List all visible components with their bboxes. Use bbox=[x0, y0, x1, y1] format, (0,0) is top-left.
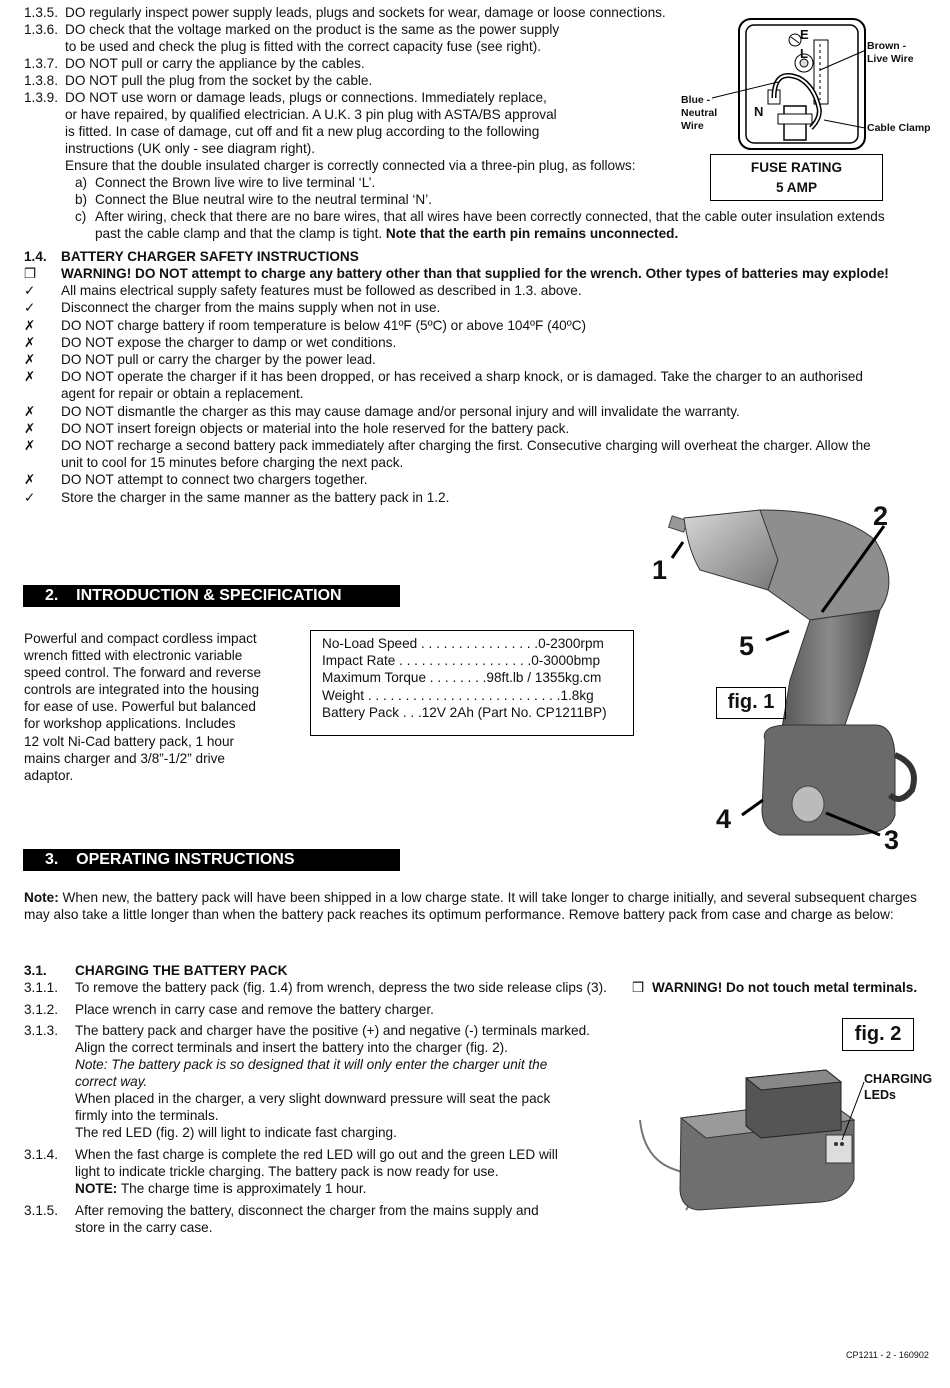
list-item-line: DO NOT attempt to connect two chargers together. bbox=[61, 472, 368, 488]
step-3-1-4-line-1: When the fast charge is complete the red LED will go out and the green LED will bbox=[75, 1147, 558, 1162]
cross-icon: ✗ bbox=[24, 472, 36, 488]
item-line: DO regularly inspect power supply leads, plugs and sockets for wear, damage or loose connections. bbox=[65, 5, 666, 20]
intro-line: adaptor. bbox=[24, 767, 74, 783]
cross-icon: ✗ bbox=[24, 438, 36, 453]
section-3-1-title: CHARGING THE BATTERY PACK bbox=[75, 963, 288, 978]
operating-note-line-1 bbox=[24, 889, 917, 906]
intro-line: controls are integrated into the housing bbox=[24, 682, 260, 698]
item-number: 1.3.9. bbox=[24, 90, 59, 105]
section-3-heading: 3. OPERATING INSTRUCTIONS bbox=[23, 849, 400, 871]
item-line: DO NOT use worn or damage leads, plugs or connections. Immediately replace, bbox=[65, 90, 547, 105]
list-item-line: agent for repair or obtain a replacement. bbox=[61, 386, 304, 402]
spec-row: No-Load Speed . . . . . . . . . . . . . . . .0-2300rpm bbox=[322, 636, 604, 651]
step-3-1-4-line-3 bbox=[75, 1180, 366, 1197]
step-3-1-3-number: 3.1.3. bbox=[24, 1023, 59, 1038]
step-3-1-3-line-7: The red LED (fig. 2) will light to indicate fast charging. bbox=[75, 1125, 397, 1140]
list-item-line: All mains electrical supply safety features must be followed as described in 1.3. above. bbox=[61, 283, 582, 299]
list-item-line: DO NOT insert foreign objects or material into the hole reserved for the battery pack. bbox=[61, 420, 570, 436]
check-icon: ✓ bbox=[24, 300, 36, 316]
terminal-e-label: E bbox=[800, 27, 809, 42]
blue-neutral-wire-label: Blue - Neutral Wire bbox=[681, 94, 718, 132]
item-line: DO NOT pull or carry the appliance by the cables. bbox=[65, 56, 365, 71]
cross-icon: ✗ bbox=[24, 403, 36, 419]
check-icon: ✓ bbox=[24, 489, 36, 505]
step-3-1-1-number: 3.1.1. bbox=[24, 980, 59, 995]
intro-line: speed control. The forward and reverse bbox=[24, 665, 262, 681]
item-number: 1.3.7. bbox=[24, 56, 59, 71]
step-3-1-3-line-6: firmly into the terminals. bbox=[75, 1108, 219, 1123]
section-3-1-number: 3.1. bbox=[24, 963, 47, 978]
fuse-rating-box bbox=[710, 154, 883, 201]
step-3-1-3-line-1: The battery pack and charger have the positive (+) and negative (-) terminals marked. bbox=[75, 1023, 590, 1038]
intro-line: mains charger and 3/8”-1/2” drive bbox=[24, 750, 225, 766]
spec-row: Battery Pack . . .12V 2Ah (Part No. CP1211BP) bbox=[322, 704, 607, 720]
section-1-4-title: BATTERY CHARGER SAFETY INSTRUCTIONS bbox=[61, 249, 359, 264]
section-1-4-number: 1.4. bbox=[24, 249, 47, 264]
step-3-1-1-warning: WARNING! Do not touch metal terminals. bbox=[652, 980, 918, 995]
operating-note-line-2: may also take a little longer than when the battery pack reaches its optimum performance. Remove battery pack from case and charge as below: bbox=[24, 907, 894, 922]
item-line: to be used and check the plug is fitted with the correct capacity fuse (see right). bbox=[65, 39, 542, 54]
terminal-l-label: L bbox=[800, 46, 808, 61]
operating-note-label: Note: bbox=[24, 890, 59, 905]
list-item-line: WARNING! DO NOT attempt to charge any battery other than that supplied for the wrench. Other types of batteries may explode! bbox=[61, 266, 889, 281]
callout-2: 2 bbox=[873, 501, 889, 531]
step-3-1-3-line-2: Align the correct terminals and insert the battery into the charger (fig. 2). bbox=[75, 1040, 508, 1055]
item-number: 1.3.6. bbox=[24, 22, 59, 37]
intro-line: for ease of use. Powerful but balanced bbox=[24, 699, 256, 715]
brown-live-wire-label: Brown - Live Wire bbox=[867, 40, 914, 65]
sub-letter: a) bbox=[75, 175, 88, 190]
fig-1-label: fig. 1 bbox=[716, 687, 786, 719]
battery-charger-illustration bbox=[636, 1060, 866, 1220]
sub-letter: c) bbox=[75, 209, 87, 224]
cross-icon: ✗ bbox=[24, 420, 36, 436]
intro-paragraph bbox=[24, 630, 270, 784]
impact-wrench-illustration bbox=[650, 500, 950, 860]
intro-line: for workshop applications. Includes bbox=[24, 716, 236, 732]
step-3-1-4-note-label: NOTE: bbox=[75, 1181, 118, 1196]
item-line: or have repaired, by qualified electrician. A U.K. 3 pin plug with ASTA/BS approval bbox=[65, 107, 557, 122]
callout-4: 4 bbox=[716, 804, 732, 834]
list-item-line: DO NOT operate the charger if it has been dropped, or has received a sharp knock, or is damaged. Take the charger to an authorised bbox=[61, 369, 863, 385]
cross-icon: ✗ bbox=[24, 317, 36, 333]
item-line: is fitted. In case of damage, cut off and fit a new plug according to the following bbox=[65, 124, 540, 139]
item-line: DO check that the voltage marked on the product is the same as the power supply bbox=[65, 22, 560, 37]
cross-icon: ✗ bbox=[24, 334, 36, 350]
callout-1: 1 bbox=[652, 555, 668, 585]
warning-icon: ❒ bbox=[24, 266, 37, 281]
intro-line: Powerful and compact cordless impact bbox=[24, 631, 257, 646]
fuse-rating-value: 5 AMP bbox=[775, 180, 818, 195]
section-2-heading: 2. INTRODUCTION & SPECIFICATION bbox=[23, 585, 400, 607]
sub-c-continuation bbox=[95, 225, 678, 242]
step-3-1-3-line-4: correct way. bbox=[75, 1074, 148, 1089]
item-line: Ensure that the double insulated charger is correctly connected via a three-pin plug, as follows: bbox=[65, 158, 636, 173]
check-icon: ✓ bbox=[24, 283, 36, 299]
intro-line: 12 volt Ni-Cad battery pack, 1 hour bbox=[24, 733, 235, 749]
sub-text: After wiring, check that there are no bare wires, that all wires have been correctly connected, that the cable outer insulation extends bbox=[95, 209, 885, 224]
step-3-1-5-line-2: store in the carry case. bbox=[75, 1220, 213, 1235]
sub-text: Connect the Brown live wire to live terminal ‘L’. bbox=[95, 175, 376, 190]
step-3-1-3-line-5: When placed in the charger, a very slight downward pressure will seat the pack bbox=[75, 1091, 551, 1106]
callout-5: 5 bbox=[739, 631, 755, 661]
intro-line: wrench fitted with electronic variable bbox=[24, 648, 243, 664]
step-3-1-4-note-text: The charge time is approximately 1 hour. bbox=[117, 1181, 367, 1196]
list-item-line: DO NOT expose the charger to damp or wet conditions. bbox=[61, 334, 397, 350]
item-line: instructions (UK only - see diagram right). bbox=[65, 141, 316, 156]
list-item-line: Disconnect the charger from the mains supply when not in use. bbox=[61, 300, 441, 316]
sub-c-text: past the cable clamp and that the clamp is tight. bbox=[95, 226, 386, 241]
callout-3: 3 bbox=[884, 825, 900, 855]
item-line: DO NOT pull the plug from the socket by the cable. bbox=[65, 73, 373, 88]
list-item-line: DO NOT recharge a second battery pack immediately after charging the first. Consecutive charging will overheat the charger. Allow the bbox=[61, 438, 871, 453]
step-3-1-2-number: 3.1.2. bbox=[24, 1002, 59, 1017]
cross-icon: ✗ bbox=[24, 352, 36, 367]
operating-note-text-1: When new, the battery pack will have been shipped in a low charge state. It will take longer to charge initially, and several subsequent charges bbox=[58, 890, 917, 905]
step-3-1-2-text: Place wrench in carry case and remove the battery charger. bbox=[75, 1002, 434, 1017]
step-3-1-5-line-1: After removing the battery, disconnect the charger from the mains supply and bbox=[75, 1203, 539, 1218]
specification-box bbox=[310, 630, 634, 736]
spec-row: Weight . . . . . . . . . . . . . . . . . . . . . . . . . .1.8kg bbox=[322, 687, 594, 703]
step-3-1-3-line-3: Note: The battery pack is so designed that it will only enter the charger unit the bbox=[75, 1057, 548, 1072]
warning-icon: ❒ bbox=[632, 980, 645, 995]
step-3-1-4-number: 3.1.4. bbox=[24, 1147, 59, 1162]
item-number: 1.3.8. bbox=[24, 73, 59, 88]
item-number: 1.3.5. bbox=[24, 5, 59, 20]
fuse-rating-title: FUSE RATING bbox=[750, 160, 843, 175]
list-item-line: unit to cool for 15 minutes before charging the next pack. bbox=[61, 455, 404, 471]
step-3-1-5-number: 3.1.5. bbox=[24, 1203, 59, 1218]
spec-row: Impact Rate . . . . . . . . . . . . . . . . . .0-3000bmp bbox=[322, 653, 601, 669]
sub-letter: b) bbox=[75, 192, 88, 207]
terminal-n-label: N bbox=[754, 104, 764, 119]
fig-2-label: fig. 2 bbox=[842, 1018, 914, 1051]
earth-pin-note: Note that the earth pin remains unconnected. bbox=[385, 226, 679, 241]
list-item-line: DO NOT charge battery if room temperature is below 41ºF (5ºC) or above 104ºF (40ºC) bbox=[61, 317, 587, 333]
step-3-1-4-line-2: light to indicate trickle charging. The battery pack is now ready for use. bbox=[75, 1164, 499, 1179]
sub-text: Connect the Blue neutral wire to the neutral terminal ‘N’. bbox=[95, 192, 432, 207]
charging-leds-label: CHARGING LEDs bbox=[864, 1072, 933, 1102]
list-item-line: DO NOT pull or carry the charger by the power lead. bbox=[61, 352, 376, 367]
cross-icon: ✗ bbox=[24, 369, 36, 385]
list-item-line: Store the charger in the same manner as the battery pack in 1.2. bbox=[61, 489, 450, 505]
cable-clamp-label: Cable Clamp bbox=[867, 122, 931, 134]
list-item-line: DO NOT dismantle the charger as this may cause damage and/or personal injury and will invalidate the warranty. bbox=[61, 403, 740, 419]
footer-code: CP1211 - 2 - 160902 bbox=[846, 1350, 929, 1360]
step-3-1-1-text: To remove the battery pack (fig. 1.4) from wrench, depress the two side release clips (3). bbox=[75, 980, 607, 995]
spec-row: Maximum Torque . . . . . . . .98ft.lb / 1355kg.cm bbox=[322, 670, 602, 686]
